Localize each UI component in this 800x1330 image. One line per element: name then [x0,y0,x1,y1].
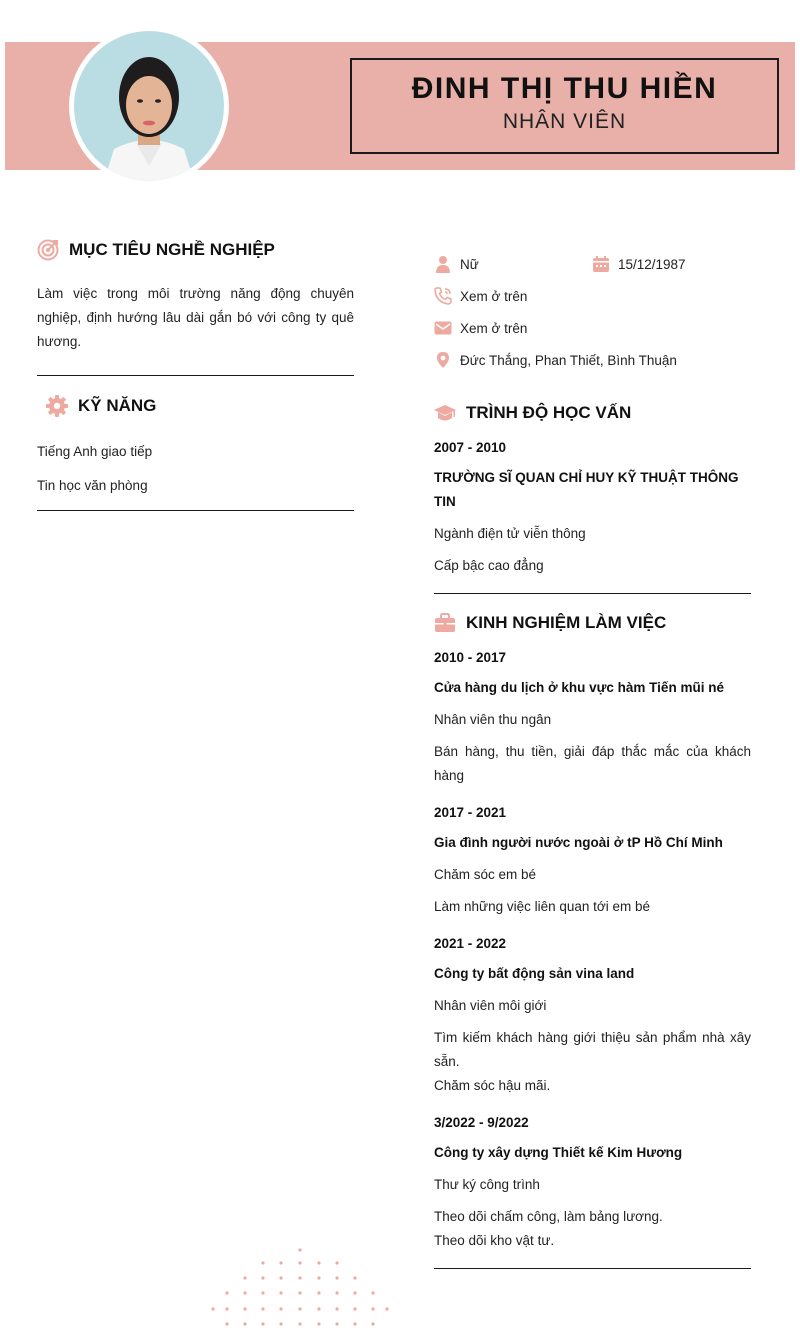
skill-item: Tiếng Anh giao tiếp [37,444,153,459]
name-box [350,58,779,154]
job-company: Công ty xây dựng Thiết kế Kim Hương [434,1145,683,1160]
job-description: Theo dõi kho vật tư. [434,1233,555,1248]
job-position: Thư ký công trình [434,1177,540,1192]
job-period: 2021 - 2022 [434,936,507,951]
phone-icon [434,287,452,305]
briefcase-icon [434,612,456,634]
email-value: Xem ở trên [460,320,528,336]
job-description: Làm những việc liên quan tới em bé [434,899,651,914]
job-period: 2017 - 2021 [434,805,507,820]
job-position: Chăm sóc em bé [434,867,537,882]
job-company: Cửa hàng du lịch ở khu vực hàm Tiến mũi né [434,680,724,695]
job-company: Gia đình người nước ngoài ở tP Hồ Chí Minh [434,835,723,850]
target-icon [37,239,59,261]
experience-heading [434,608,751,638]
objective-title: MỤC TIÊU NGHỀ NGHIỆP [69,240,275,259]
email-icon [434,319,452,337]
info-row [434,312,751,344]
job-description: Bán hàng, thu tiền, giải đáp thắc mắc của khách hàng [434,744,751,783]
education-title: TRÌNH ĐỘ HỌC VẤN [466,403,632,422]
full-name: ĐINH THỊ THU HIỀN [411,72,718,105]
skills-title: KỸ NĂNG [78,396,157,415]
objective-heading [37,236,354,264]
education-entry [434,438,751,578]
birthdate-value: 15/12/1987 [618,256,686,272]
info-row [434,344,751,376]
school-name: TRƯỜNG SĨ QUAN CHỈ HUY KỸ THUẬT THÔNG TIN [434,470,739,509]
graduation-cap-icon [434,402,456,424]
decorative-dots [205,1245,405,1330]
job-entry [434,648,751,788]
job-description: Tìm kiếm khách hàng giới thiệu sản phẩm nhà xây sẵn. [434,1030,751,1069]
job-description: Chăm sóc hậu mãi. [434,1078,551,1093]
skills-list [37,442,354,496]
objective-text: Làm việc trong môi trường năng động chuyên nghiệp, định hướng lâu dài gắn bó với công ty quê hương. [37,286,354,349]
job-position: Nhân viên môi giới [434,998,547,1013]
education-level: Cấp bậc cao đẳng [434,558,544,573]
skills-heading [37,392,354,420]
job-description: Theo dõi chấm công, làm bảng lương. [434,1209,663,1224]
job-title: NHÂN VIÊN [502,110,627,133]
phone-value: Xem ở trên [460,288,528,304]
avatar [69,26,229,186]
job-period: 2010 - 2017 [434,650,507,665]
gender-value: Nữ [460,256,479,272]
gear-icon [46,395,68,417]
calendar-icon [592,255,610,273]
skill-item: Tin học văn phòng [37,478,148,493]
right-column [434,248,751,1269]
profile-photo [74,31,224,181]
job-entry [434,803,751,919]
person-icon [434,255,452,273]
job-period: 3/2022 - 9/2022 [434,1115,529,1130]
info-row [434,280,751,312]
divider [434,1268,751,1269]
education-major: Ngành điện tử viễn thông [434,526,586,541]
job-position: Nhân viên thu ngân [434,712,552,727]
info-row [434,248,751,280]
divider [434,593,751,594]
job-company: Công ty bất động sản vina land [434,966,635,981]
divider [37,510,354,511]
left-column [37,236,354,511]
education-heading [434,398,751,428]
divider [37,375,354,376]
address-value: Đức Thắng, Phan Thiết, Bình Thuận [460,352,677,368]
job-entry [434,1113,751,1253]
experience-title: KINH NGHIỆM LÀM VIỆC [466,613,667,632]
job-entry [434,934,751,1098]
education-period: 2007 - 2010 [434,440,507,455]
location-pin-icon [434,351,452,369]
